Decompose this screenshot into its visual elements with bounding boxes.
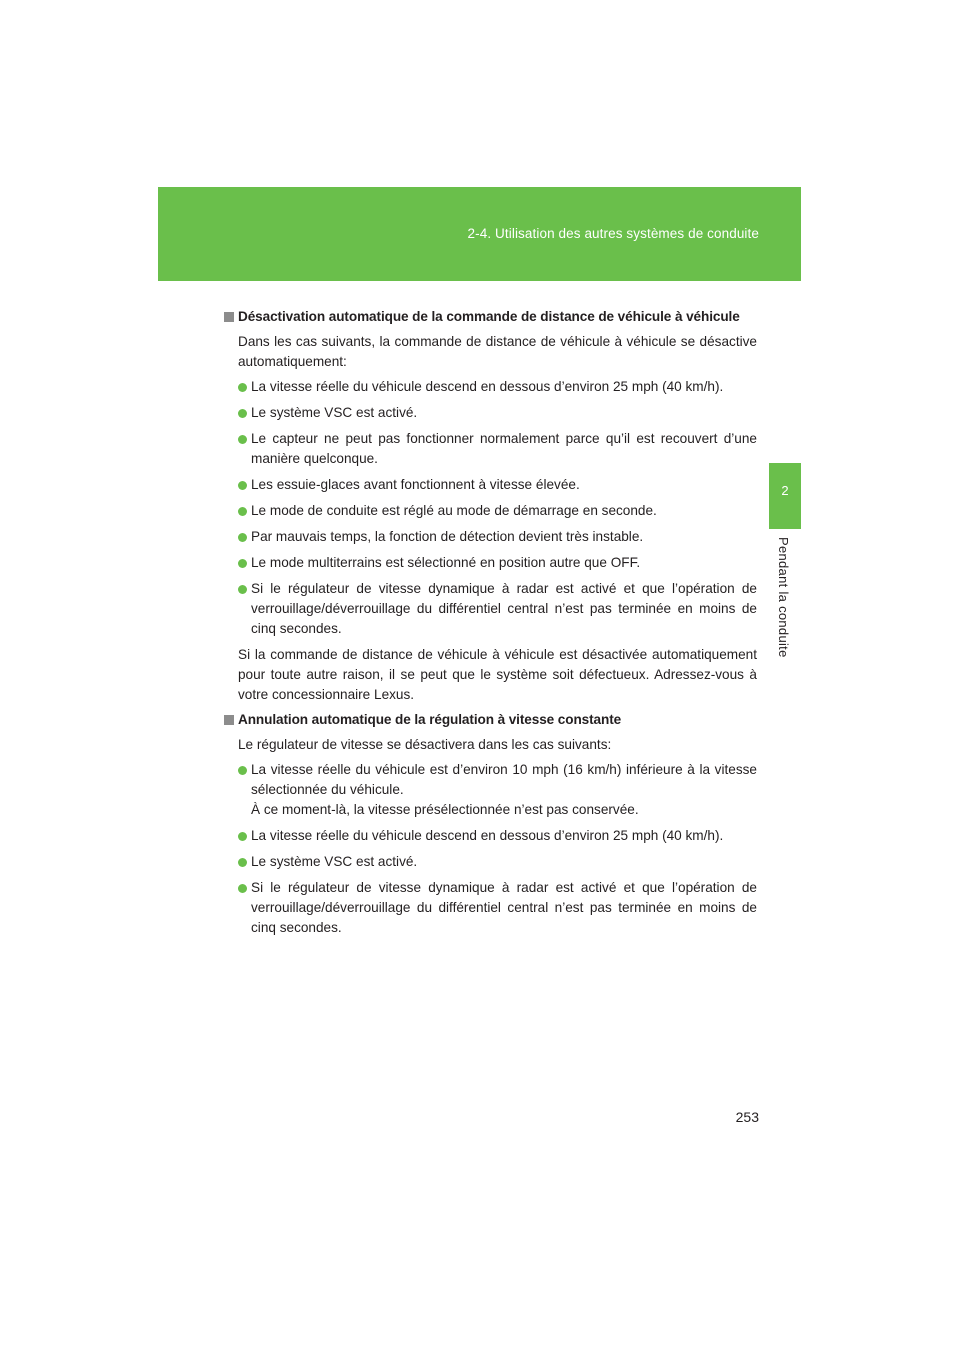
list-item bbox=[238, 501, 757, 521]
list-item bbox=[238, 377, 757, 397]
list-item bbox=[238, 826, 757, 846]
chapter-number: 2 bbox=[781, 483, 789, 498]
circle-bullet-icon bbox=[238, 507, 247, 516]
heading-text: Annulation automatique de la régulation à vitesse constante bbox=[238, 712, 622, 727]
list-item-text: Par mauvais temps, la fonction de détection devient très instable. bbox=[251, 529, 644, 544]
list-item-text: Si le régulateur de vitesse dynamique à radar est activé et que l’opération de verrouillage/déverrouillage du différentiel central n’est pas terminée en moins de cinq secondes. bbox=[251, 880, 757, 935]
list-item-text: Le système VSC est activé. bbox=[251, 854, 418, 869]
list-item bbox=[238, 760, 757, 820]
circle-bullet-icon bbox=[238, 884, 247, 893]
bullet-list bbox=[238, 377, 757, 639]
page-content bbox=[224, 307, 757, 944]
section-title: 2-4. Utilisation des autres systèmes de conduite bbox=[467, 226, 759, 241]
outro-paragraph: Si la commande de distance de véhicule à véhicule est désactivée automatiquement pour toute autre raison, il se peut que le système soit défectueux. Adressez-vous à votre concessionnaire Lexus. bbox=[238, 647, 757, 702]
circle-bullet-icon bbox=[238, 533, 247, 542]
chapter-label: Pendant la conduite bbox=[776, 537, 791, 658]
circle-bullet-icon bbox=[238, 409, 247, 418]
section-heading bbox=[224, 307, 757, 327]
square-bullet-icon bbox=[224, 312, 234, 322]
list-item bbox=[238, 403, 757, 423]
section-heading bbox=[224, 710, 757, 730]
list-item-text: Les essuie-glaces avant fonctionnent à vitesse élevée. bbox=[251, 477, 580, 492]
list-item-text: Le capteur ne peut pas fonctionner normalement parce qu’il est recouvert d’une manière quelconque. bbox=[251, 431, 757, 466]
list-item-text: Le mode multiterrains est sélectionné en position autre que OFF. bbox=[251, 555, 641, 570]
list-item bbox=[238, 429, 757, 469]
heading-text: Désactivation automatique de la commande de distance de véhicule à véhicule bbox=[238, 309, 740, 324]
circle-bullet-icon bbox=[238, 858, 247, 867]
list-item bbox=[238, 553, 757, 573]
list-item-text: La vitesse réelle du véhicule descend en dessous d’environ 25 mph (40 km/h). bbox=[251, 379, 724, 394]
intro-paragraph: Dans les cas suivants, la commande de distance de véhicule à véhicule se désactive automatiquement: bbox=[238, 334, 757, 369]
bullet-list bbox=[238, 760, 757, 938]
circle-bullet-icon bbox=[238, 832, 247, 841]
intro-paragraph: Le régulateur de vitesse se désactivera dans les cas suivants: bbox=[238, 737, 612, 752]
list-item-text: La vitesse réelle du véhicule descend en dessous d’environ 25 mph (40 km/h). bbox=[251, 828, 724, 843]
circle-bullet-icon bbox=[238, 435, 247, 444]
list-item-note: À ce moment-là, la vitesse présélectionnée n’est pas conservée. bbox=[251, 802, 639, 817]
list-item-text: Le mode de conduite est réglé au mode de démarrage en seconde. bbox=[251, 503, 657, 518]
page-number: 253 bbox=[735, 1109, 759, 1125]
list-item bbox=[238, 579, 757, 639]
list-item-text: La vitesse réelle du véhicule est d’environ 10 mph (16 km/h) inférieure à la vitesse sélectionnée du véhicule. bbox=[251, 762, 757, 797]
header-band bbox=[158, 187, 801, 281]
circle-bullet-icon bbox=[238, 559, 247, 568]
circle-bullet-icon bbox=[238, 585, 247, 594]
list-item bbox=[238, 878, 757, 938]
chapter-tab bbox=[769, 463, 801, 529]
list-item bbox=[238, 475, 757, 495]
circle-bullet-icon bbox=[238, 383, 247, 392]
list-item bbox=[238, 852, 757, 872]
list-item bbox=[238, 527, 757, 547]
circle-bullet-icon bbox=[238, 481, 247, 490]
list-item-text: Le système VSC est activé. bbox=[251, 405, 418, 420]
list-item-text: Si le régulateur de vitesse dynamique à radar est activé et que l’opération de verrouillage/déverrouillage du différentiel central n’est pas terminée en moins de cinq secondes. bbox=[251, 581, 757, 636]
circle-bullet-icon bbox=[238, 766, 247, 775]
square-bullet-icon bbox=[224, 715, 234, 725]
